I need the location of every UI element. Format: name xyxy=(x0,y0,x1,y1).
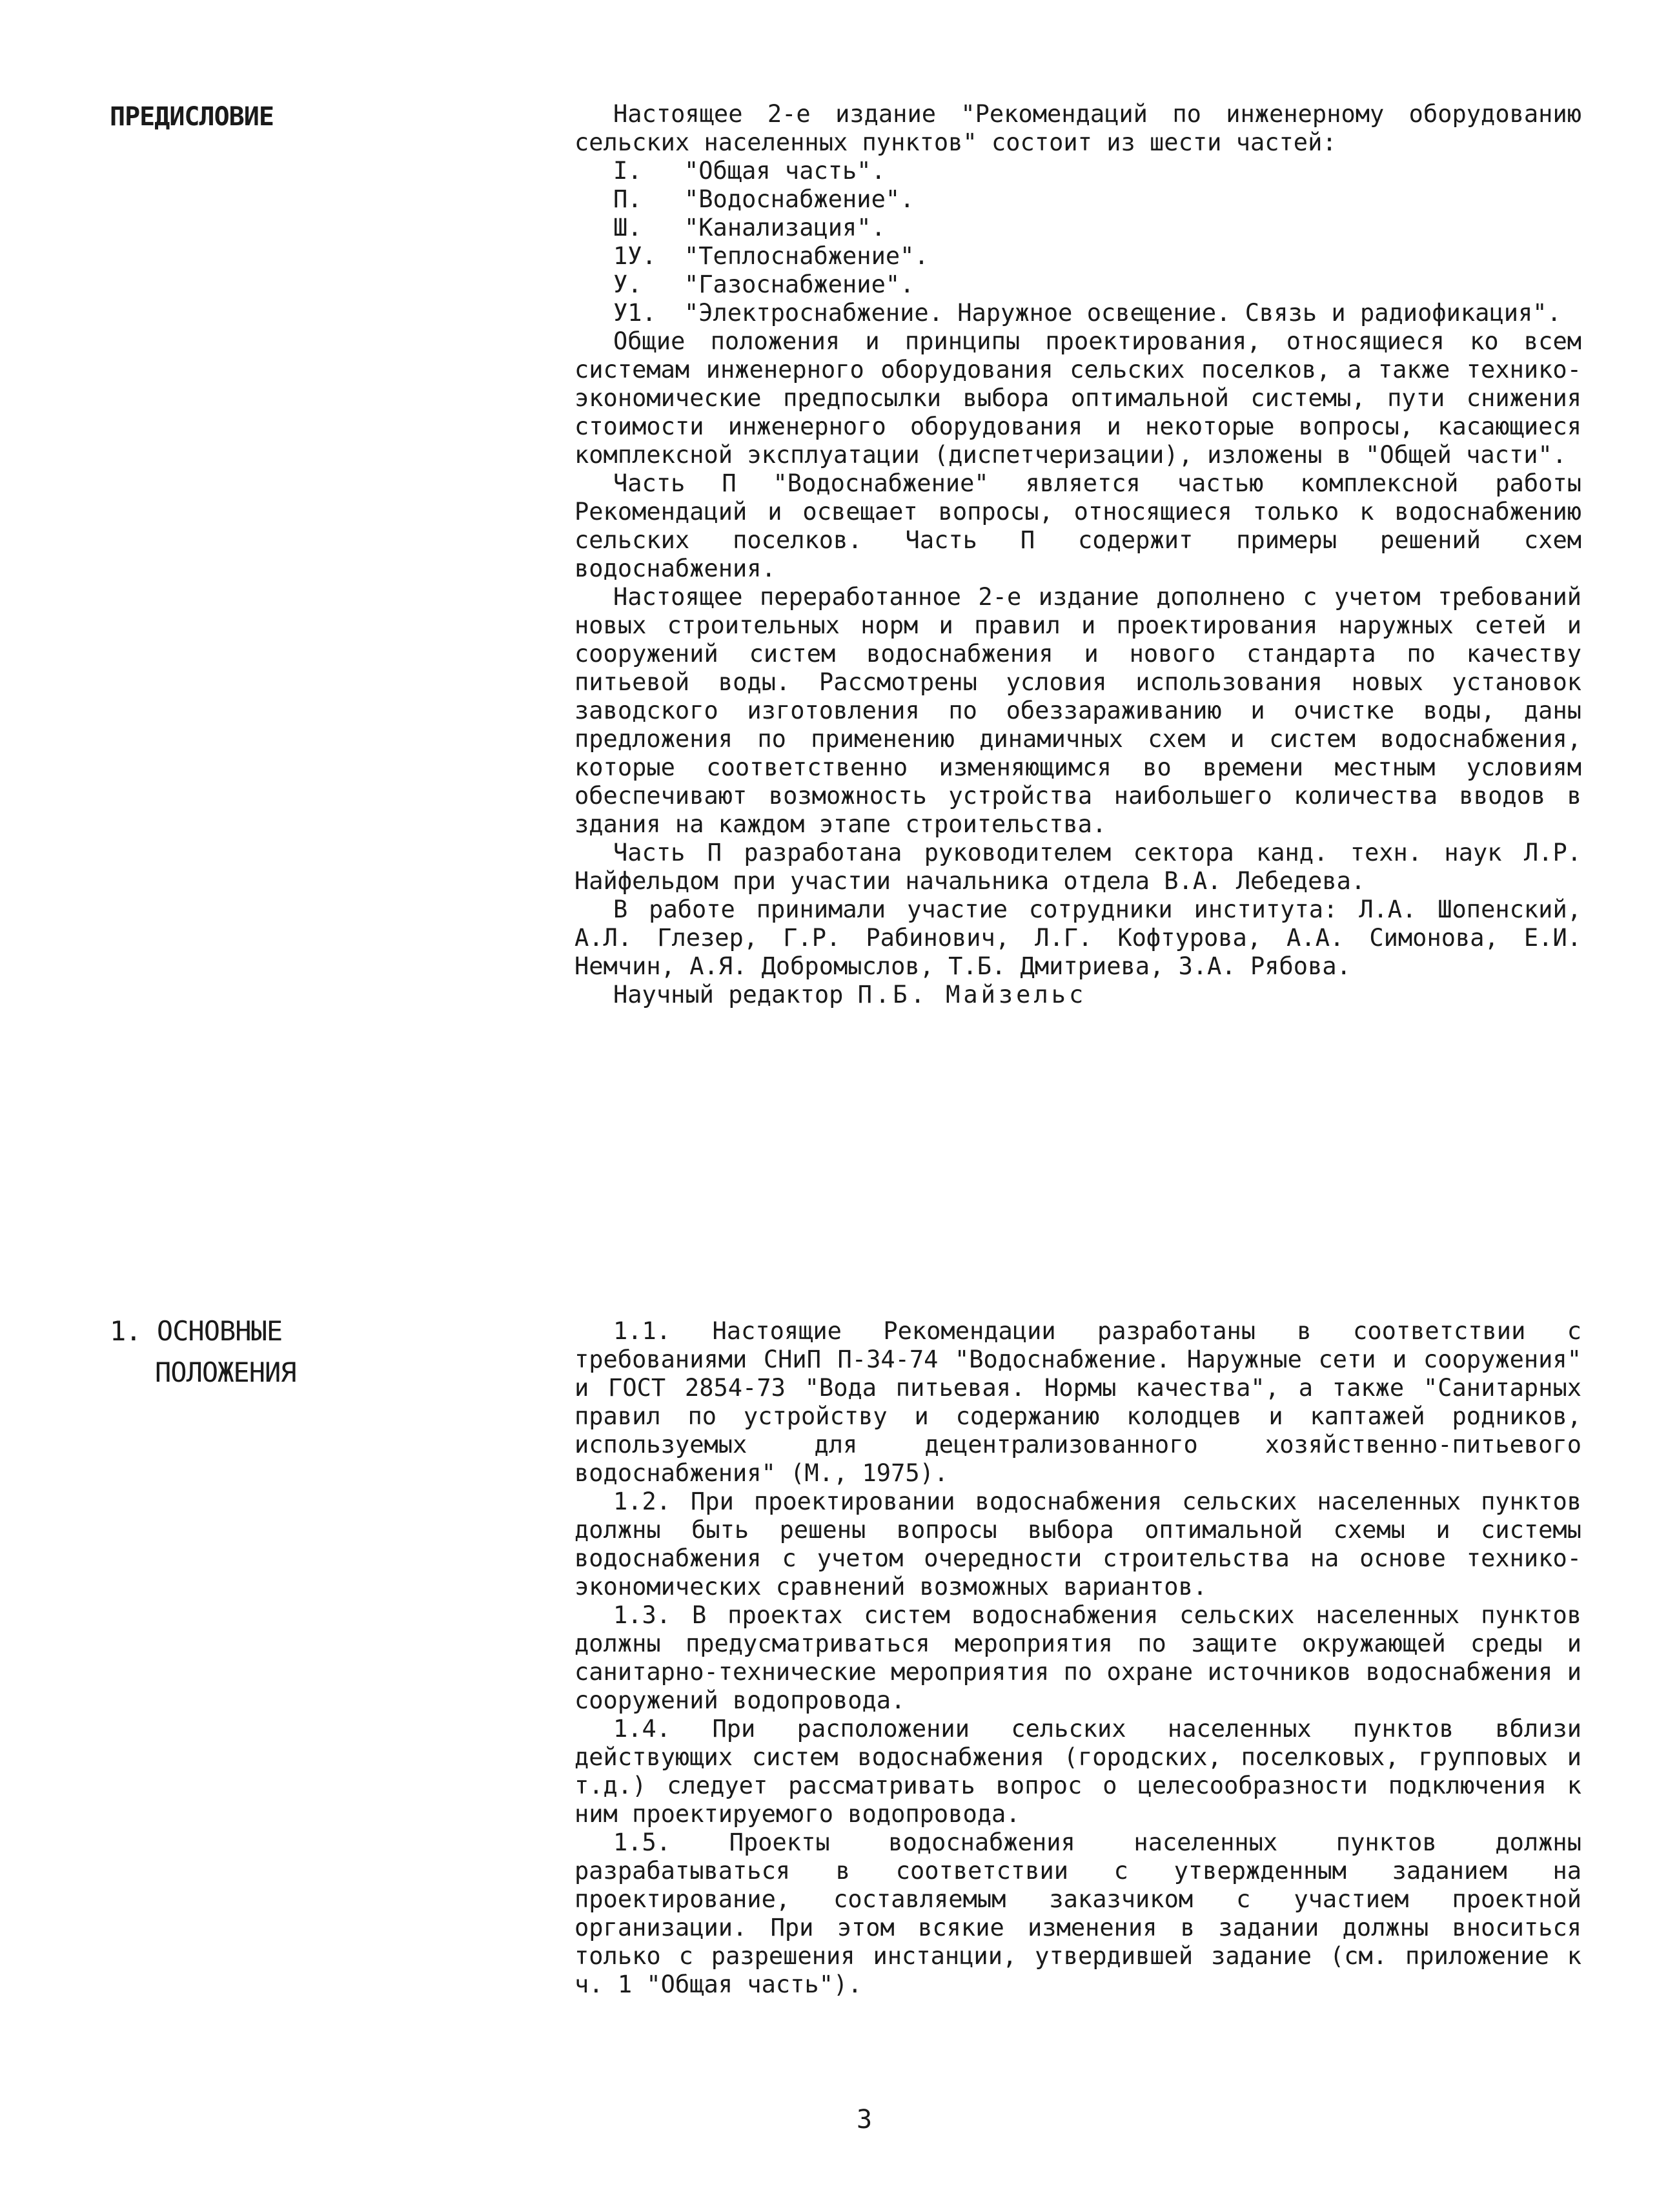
list-item-number: Ш. xyxy=(613,214,642,241)
list-item-number: 1У. xyxy=(613,242,656,270)
list-item xyxy=(574,157,1581,185)
section1-heading xyxy=(110,1311,296,1393)
section1-heading-line2: ПОЛОЖЕНИЯ xyxy=(155,1357,296,1388)
preface-intro: Настоящее 2-е издание "Рекомендаций по инженерному оборудованию сельских населенных пунктов" состоит из шести частей: xyxy=(574,100,1581,156)
section1-paragraph: 1.3. В проектах систем водоснабжения сельских населенных пунктов должны предусматриваться мероприятия по защите окружающей среды и санитарно-технические мероприятия по охране источников водоснабжения и сооружений водопровода. xyxy=(574,1601,1581,1714)
editor-label: Научный редактор xyxy=(613,981,844,1009)
preface-paragraph: Настоящее переработанное 2-е издание дополнено с учетом требований новых строительных норм и правил и проектирования наружных сетей и сооружений систем водоснабжения и нового стандарта по качеству питьевой воды. Рассмотрены условия использования новых установок заводского изготовления по обеззараживанию и очистке воды, даны предложения по применению динамичных схем и систем водоснабжения, которые соответственно изменяющимся во времени местным условиям обеспечивают возможность устройства наибольшего количества вводов в здания на каждом этапе строительства. xyxy=(574,583,1581,838)
editor-name: П.Б. Майзельс xyxy=(857,981,1087,1009)
scientific-editor xyxy=(574,981,1581,1009)
list-item xyxy=(574,271,1581,299)
list-item xyxy=(574,299,1581,327)
section1-paragraph: 1.2. При проектировании водоснабжения сельских населенных пунктов должны быть решены вопросы выбора оптимальной схемы и системы водоснабжения с учетом очередности строительства на основе технико-экономических сравнений возможных вариантов. xyxy=(574,1488,1581,1601)
list-item-number: I. xyxy=(613,157,642,185)
page-number: 3 xyxy=(856,2105,873,2135)
preface-heading: ПРЕДИСЛОВИЕ xyxy=(110,102,274,132)
list-item-text: "Газоснабжение". xyxy=(684,271,915,298)
section1-body xyxy=(574,1317,1581,1999)
section1-paragraph: 1.5. Проекты водоснабжения населенных пунктов должны разрабатываться в соответствии с утвержденным заданием на проектирование, составляемым заказчиком с участием проектной организации. При этом всякие изменения в задании должны вноситься только с разрешения инстанции, утвердившей задание (см. приложение к ч. 1 "Общая часть"). xyxy=(574,1828,1581,1998)
list-item-text: "Канализация". xyxy=(684,214,886,241)
list-item-text: "Электроснабжение. Наружное освещение. Связь и радиофикация". xyxy=(684,299,1561,327)
list-item-number: У. xyxy=(613,271,642,298)
preface-paragraph: Часть П разработана руководителем сектора канд. техн. наук Л.Р. Найфельдом при участии начальника отдела В.А. Лебедева. xyxy=(574,839,1581,895)
section1-paragraph: 1.1. Настоящие Рекомендации разработаны в соответствии с требованиями СНиП П-34-74 "Водоснабжение. Наружные сети и сооружения" и ГОСТ 2854-73 "Вода питьевая. Нормы качества", а также "Санитарных правил по устройству и содержанию колодцев и каптажей родников, используемых для децентрализованного хозяйственно-питьевого водоснабжения" (М., 1975). xyxy=(574,1317,1581,1487)
list-item xyxy=(574,185,1581,214)
list-item xyxy=(574,214,1581,242)
preface-paragraph: Общие положения и принципы проектирования, относящиеся ко всем системам инженерного оборудования сельских поселков, а также технико-экономические предпосылки выбора оптимальной системы, пути снижения стоимости инженерного оборудования и некоторые вопросы, касающиеся комплексной эксплуатации (диспетчеризации), изложены в "Общей части". xyxy=(574,327,1581,469)
preface-paragraph: Часть П "Водоснабжение" является частью комплексной работы Рекомендаций и освещает вопросы, относящиеся только к водоснабжению сельских поселков. Часть П содержит примеры решений схем водоснабжения. xyxy=(574,469,1581,582)
parts-list xyxy=(574,157,1581,327)
list-item-text: "Общая часть". xyxy=(684,157,886,185)
preface-body xyxy=(574,100,1581,1009)
list-item-text: "Водоснабжение". xyxy=(684,185,915,213)
list-item-text: "Теплоснабжение". xyxy=(684,242,929,270)
list-item-number: П. xyxy=(613,185,642,213)
section1-paragraph: 1.4. При расположении сельских населенных пунктов вблизи действующих систем водоснабжения (городских, поселковых, групповых и т.д.) следует рассматривать вопрос о целесообразности подключения к ним проектируемого водопровода. xyxy=(574,1715,1581,1828)
list-item xyxy=(574,242,1581,271)
preface-paragraph: В работе принимали участие сотрудники института: Л.А. Шопенский, А.Л. Глезер, Г.Р. Рабинович, Л.Г. Кофтурова, А.А. Симонова, Е.И. Немчин, А.Я. Добромыслов, Т.Б. Дмитриева, З.А. Рябова. xyxy=(574,896,1581,980)
section1-heading-line1: 1. ОСНОВНЫЕ xyxy=(110,1315,283,1347)
list-item-number: У1. xyxy=(613,299,656,327)
